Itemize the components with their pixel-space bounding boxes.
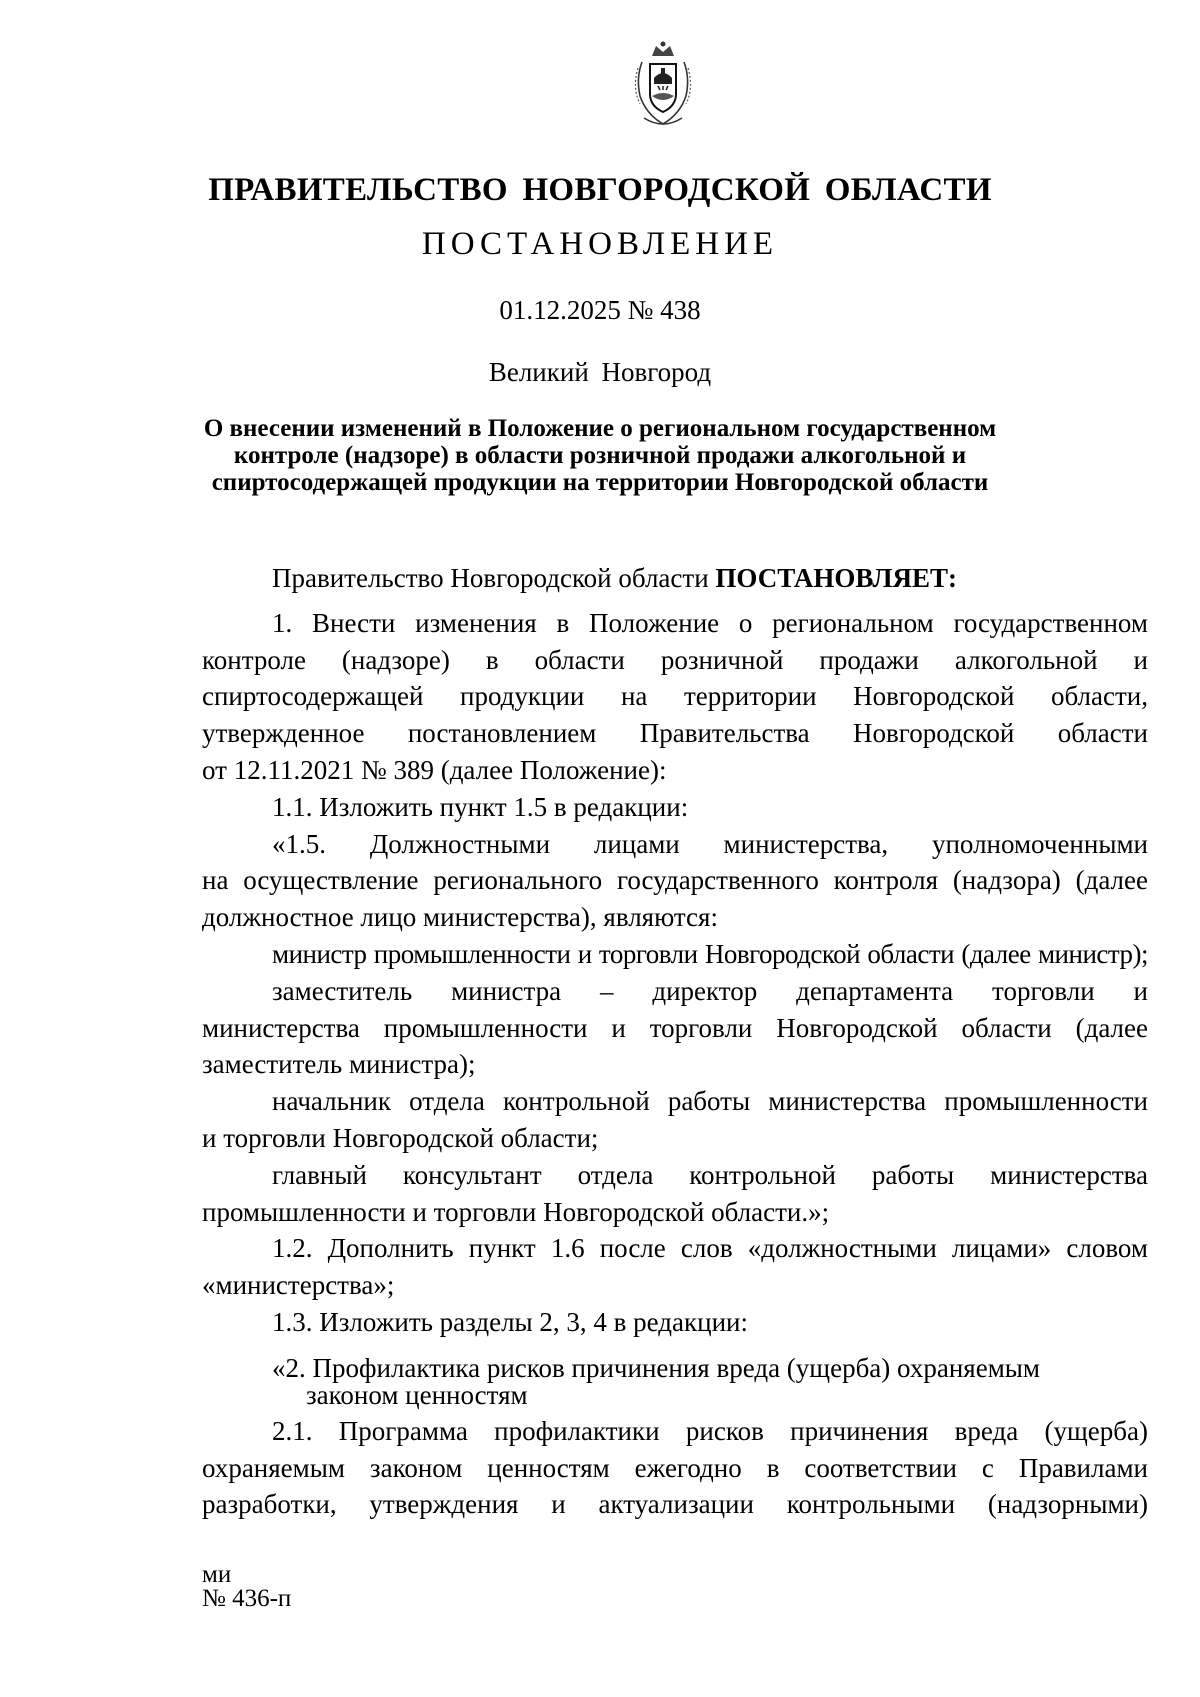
document-body xyxy=(202,560,1148,1523)
body-line: «1.5. Должностными лицами министерства, уполномоченными xyxy=(272,828,1148,859)
body-line: министерства промышленности и торговли Новгородской области (далее xyxy=(202,1012,1148,1043)
section-heading xyxy=(202,1352,1148,1410)
title-line: контроле (надзоре) в области розничной продажи алкогольной и xyxy=(233,442,967,469)
body-line: и торговли Новгородской области; xyxy=(202,1122,599,1153)
body-line: 1. Внести изменения в Положение о региональном государственном xyxy=(272,607,1148,638)
body-line: утвержденное постановлением Правительства Новгородской области xyxy=(202,718,1148,749)
title-line: спиртосодержащей продукции на территории Новгородской области xyxy=(211,469,989,496)
body-line: разработки, утверждения и актуализации контрольными (надзорными) xyxy=(202,1489,1148,1520)
body-line: на осуществление регионального государственного контроля (надзора) (далее xyxy=(202,865,1148,896)
body-line: 1.1. Изложить пункт 1.5 в редакции: xyxy=(272,791,689,822)
body-line: 1.3. Изложить разделы 2, 3, 4 в редакции: xyxy=(272,1306,748,1337)
body-line: от 12.11.2021 № 389 (далее Положение): xyxy=(202,754,667,785)
body-line: контроле (надзоре) в области розничной продажи алкогольной и xyxy=(202,644,1148,675)
document-footer xyxy=(202,1563,291,1611)
section-heading-line: «2. Профилактика рисков причинения вреда (ущерба) охраняемым xyxy=(272,1352,1041,1383)
body-line: должностное лицо министерства), являются: xyxy=(202,902,718,933)
document-type: ПОСТАНОВЛЕНИЕ xyxy=(421,226,779,262)
document-city: Великий Новгород xyxy=(488,357,712,387)
body-line: 2.1. Программа профилактики рисков причинения вреда (ущерба) xyxy=(272,1415,1148,1446)
section-heading-line: законом ценностям xyxy=(306,1379,528,1410)
footer-line: ми xyxy=(202,1561,232,1588)
body-line: «министерства»; xyxy=(202,1270,395,1301)
preamble-resolves: ПОСТАНОВЛЯЕТ: xyxy=(715,563,957,593)
body-line: промышленности и торговли Новгородской области.»; xyxy=(202,1196,830,1227)
document-title xyxy=(200,415,1000,496)
document-date-number: 01.12.2025 № 438 xyxy=(499,295,701,325)
title-line: О внесении изменений в Положение о региональном государственном xyxy=(203,415,997,442)
body-line: спиртосодержащей продукции на территории Новгородской области, xyxy=(202,681,1148,712)
body-line: охраняемым законом ценностям ежегодно в соответствии с Правилами xyxy=(202,1452,1148,1483)
organization-name: ПРАВИТЕЛЬСТВО НОВГОРОДСКОЙ ОБЛАСТИ xyxy=(208,172,992,208)
body-line: заместитель министра); xyxy=(202,1049,476,1080)
body-line: заместитель министра – директор департамента торговли и xyxy=(272,975,1148,1006)
body-line: начальник отдела контрольной работы министерства промышленности xyxy=(272,1086,1148,1117)
body-line: главный консультант отдела контрольной работы министерства xyxy=(272,1159,1148,1190)
footer-line: № 436-п xyxy=(202,1585,292,1612)
preamble-text: Правительство Новгородской области xyxy=(272,563,709,593)
preamble xyxy=(202,560,1148,597)
body-line: 1.2. Дополнить пункт 1.6 после слов «должностными лицами» словом xyxy=(272,1233,1148,1264)
body-line: министр промышленности и торговли Новгородской области (далее министр); xyxy=(272,938,1148,969)
coat-of-arms-icon xyxy=(628,38,698,128)
